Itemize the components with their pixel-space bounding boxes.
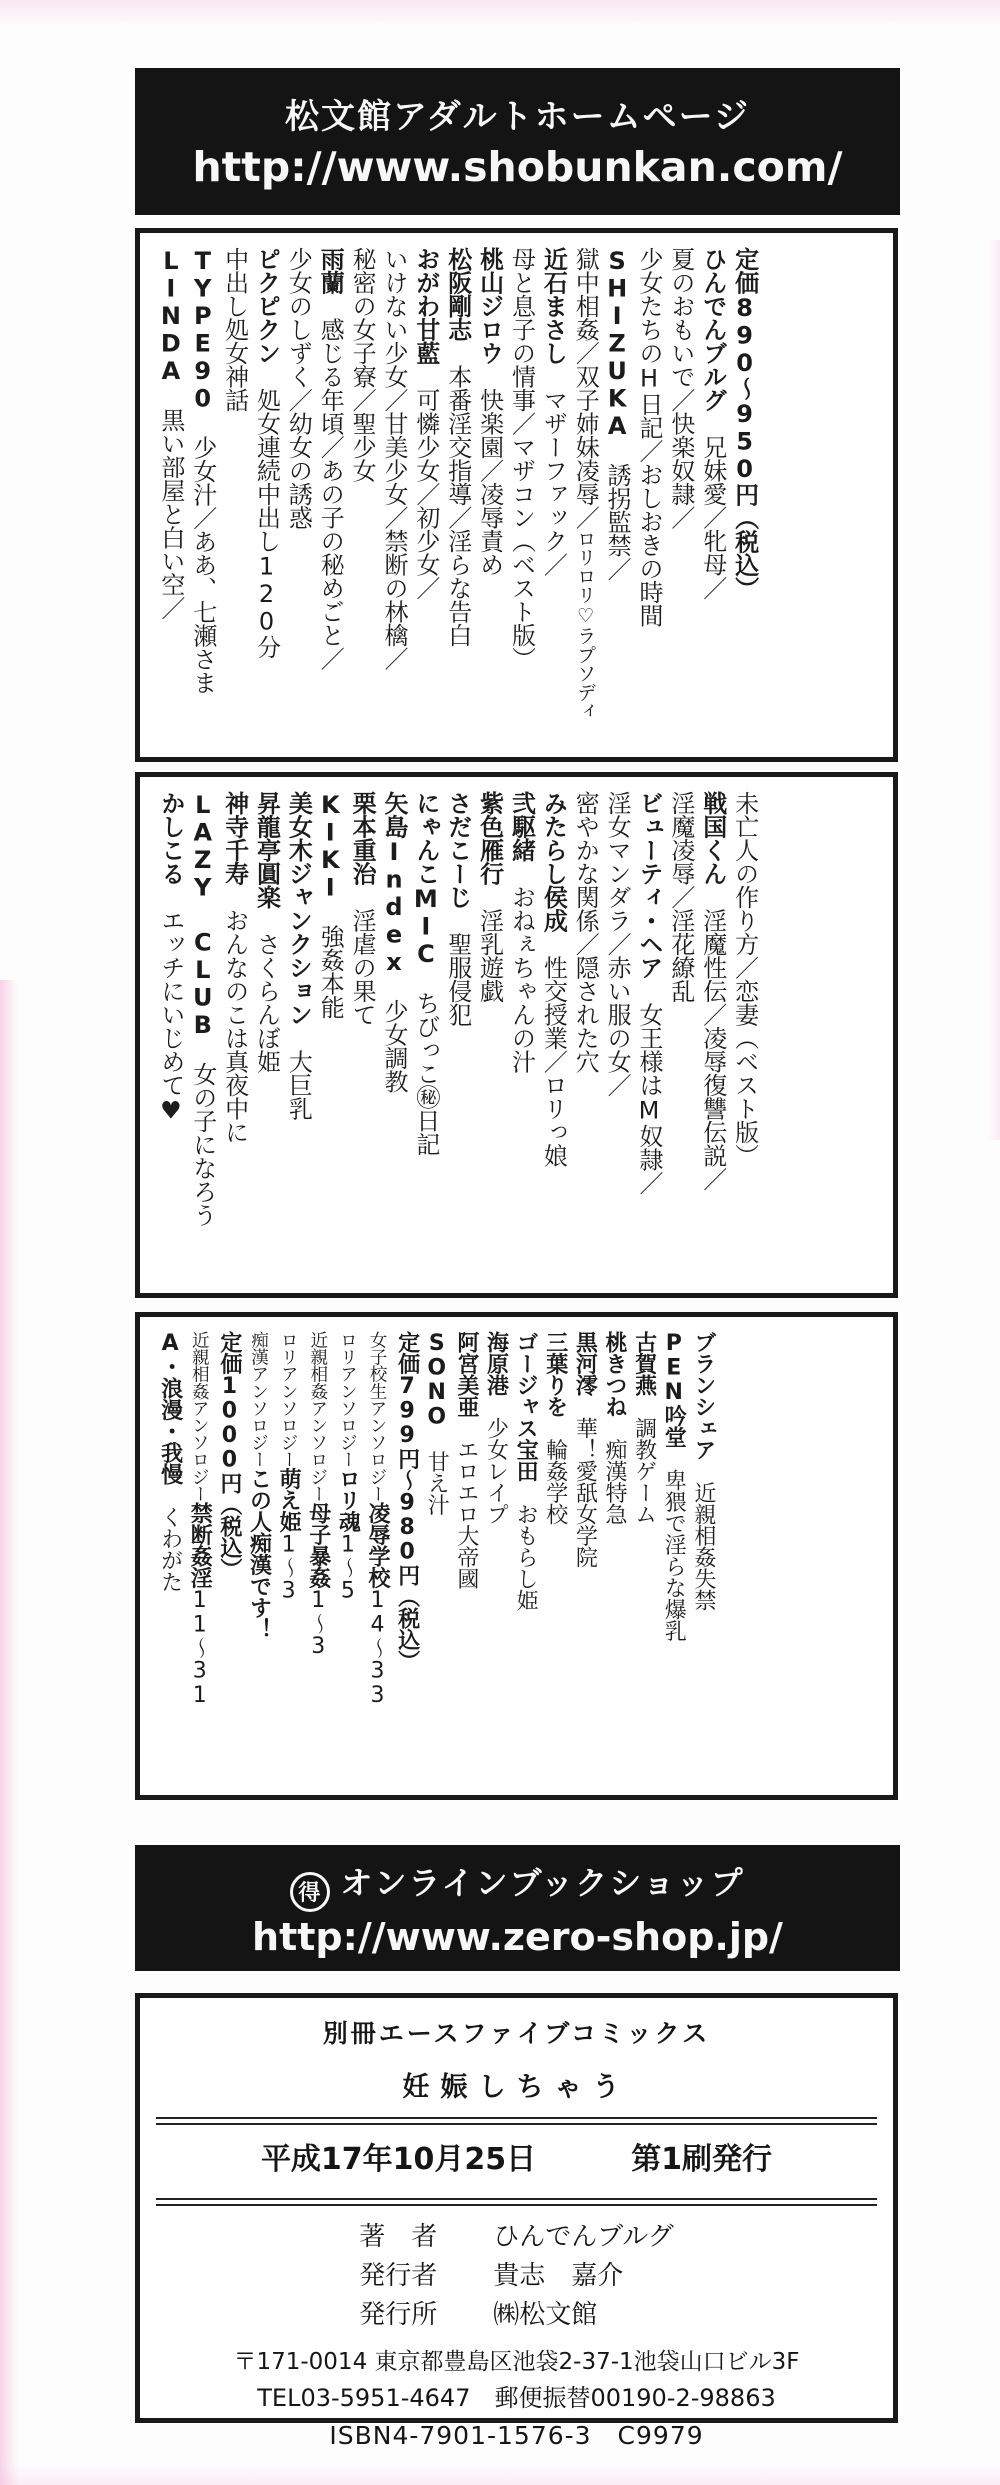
catalog-column [571, 247, 598, 743]
catalog-author-name: SONO [424, 1331, 450, 1429]
catalog-title-text: 華！愛舐女学院 [572, 1395, 598, 1568]
page-edge-tint-left [0, 980, 18, 2485]
catalog-column [424, 1331, 449, 1781]
catalog-column [221, 247, 248, 743]
catalog-column [189, 247, 216, 743]
catalog-author-name: 桃山ジロウ [475, 247, 504, 365]
catalog-author-name: A・浪漫・我慢 [157, 1331, 183, 1485]
catalog-title-text: 少女調教 [380, 975, 408, 1093]
catalog-column [731, 791, 758, 1279]
online-shop-banner [135, 1845, 900, 1971]
catalog-column [348, 247, 375, 743]
catalog-author-name: LAZY CLUB [188, 791, 217, 1039]
catalog-column [316, 791, 343, 1279]
catalog-author-name: TYPE90 [188, 247, 217, 412]
catalog-title-text: 強姦本能 [316, 901, 345, 1019]
catalog-title-text: 誘拐監禁／ [603, 439, 632, 581]
catalog-column [216, 1331, 241, 1781]
catalog-title-text: 可憐少女／初少女／ [411, 364, 440, 600]
catalog-column [476, 791, 503, 1279]
edition-printing: 第1刷発行 [631, 2142, 773, 2177]
catalog-column [699, 247, 726, 743]
catalog-column [380, 791, 407, 1279]
catalog-column [635, 791, 662, 1279]
catalog-author-name: 定価890〜950円（税込） [730, 247, 759, 600]
credits-block [359, 2218, 673, 2335]
catalog-title-text: エロエロ大帝國 [453, 1417, 479, 1589]
catalog-box-1 [135, 228, 898, 762]
catalog-title-text: ロリアンソロジー [337, 1331, 358, 1468]
catalog-column [157, 1331, 182, 1781]
page-edge-tint-right [988, 240, 1000, 1140]
credit-value: 貴志 嘉介 [493, 2261, 624, 2291]
catalog-author-name: 定価1000円（税込） [216, 1331, 242, 1580]
catalog-author-name: ビューティ・ヘア [635, 791, 663, 979]
catalog-author-name: かしこる [156, 791, 185, 885]
catalog-author-name: 昇龍亭圓楽 [252, 791, 281, 909]
catalog-author-name: 近石まさし [539, 247, 568, 365]
catalog-author-name: SHIZUKA [603, 247, 632, 440]
catalog-title-text: 淫虐の果て [348, 885, 377, 1026]
catalog-column [571, 791, 598, 1279]
catalog-column [699, 791, 726, 1279]
catalog-author-name: 雨蘭 [316, 247, 345, 294]
catalog-title-text: 大巨乳 [284, 1026, 313, 1120]
catalog-title-text: エッチにいじめて♥ [156, 885, 185, 1124]
catalog-author-name: 萌え姫 [276, 1467, 302, 1533]
catalog-title-text: 女王様はM奴隷／ [635, 979, 663, 1195]
catalog-column [476, 247, 503, 743]
catalog-column [667, 247, 694, 743]
publisher-homepage-title: 松文館アダルトホームページ [285, 97, 750, 137]
catalog-author-name: 海原港 [483, 1331, 509, 1396]
catalog-title-text: 近親相姦アンソロジー [307, 1331, 328, 1502]
catalog-title-text: 中出し処女神話 [220, 247, 249, 412]
catalog-column [540, 791, 567, 1279]
catalog-title-text: 聖服侵犯 [443, 908, 472, 1026]
catalog-author-name: 矢島Index [380, 791, 408, 976]
catalog-title-text: 1〜3 [276, 1532, 302, 1603]
credit-row-author [359, 2218, 673, 2257]
catalog-author-name: 戦国くん [698, 791, 727, 885]
catalog-author-name: 弐駆緒 [507, 791, 536, 862]
catalog-author-name: 栗本重治 [348, 791, 377, 885]
toku-circle-icon: 得 [290, 1872, 330, 1912]
credit-row-issuer [359, 2257, 673, 2296]
catalog-author-name: 桃きつね [602, 1331, 627, 1417]
catalog-title-text: 感じる年頃／あの子の秘めごと／ [316, 294, 345, 670]
edition-date: 平成17年10月25日 [260, 2142, 537, 2177]
catalog-title-text: 淫魔性伝／凌辱復讐伝説／ [698, 885, 727, 1191]
catalog-title-text: 性交授業／ロリっ娘 [539, 932, 568, 1167]
catalog-author-name: 凌辱学校 [365, 1502, 390, 1588]
catalog-title-text: 淫魔凌辱／淫花繚乱 [666, 791, 695, 1003]
catalog-column [631, 1331, 656, 1781]
catalog-title-text: 少女レイプ [483, 1395, 509, 1525]
publisher-address: 〒171-0014 東京都豊島区池袋2-37-1池袋山口ビル3F [233, 2349, 800, 2375]
catalog-column [661, 1331, 686, 1781]
catalog-author-name: ピクピクン [252, 247, 281, 365]
catalog-column [603, 791, 630, 1279]
catalog-author-name: ひんでんブルグ [698, 247, 727, 412]
catalog-author-name: この人痴漢です！ [246, 1467, 272, 1640]
catalog-title-text: 夏のおもいで／快楽奴隷／ [666, 247, 695, 529]
catalog-author-name: 古賀燕 [631, 1331, 657, 1396]
publisher-homepage-banner [135, 68, 900, 215]
catalog-author-name: 母子暴姦 [305, 1502, 331, 1588]
catalog-author-name: 神寺千寿 [220, 791, 249, 885]
online-shop-url: http://www.zero-shop.jp/ [252, 1914, 783, 1959]
catalog-author-name: 禁断姦淫 [187, 1502, 213, 1588]
catalog-author-name: ロリ魂 [335, 1467, 361, 1533]
catalog-title-text: おねぇちゃんの汁 [507, 861, 536, 1073]
catalog-title-text: 1〜3 [305, 1588, 331, 1659]
catalog-title-text: くわがた [157, 1484, 183, 1592]
catalog-title-text: 女の子になろう [188, 1038, 217, 1227]
catalog-title-text: おもらし姫 [513, 1481, 539, 1611]
catalog-title-text: 未亡人の作り方／恋妻（ベスト版） [730, 791, 759, 1167]
catalog-column [667, 791, 694, 1279]
catalog-column [572, 1331, 597, 1781]
page-edge-tint-bottom [0, 2463, 1000, 2485]
catalog-title-text: マザーファック／ [539, 364, 568, 576]
catalog-column [635, 247, 662, 743]
series-title: 別冊エースファイブコミックス [322, 2019, 711, 2048]
catalog-title-text: ちびっこ㊙日記 [411, 967, 440, 1156]
catalog-column [483, 1331, 508, 1781]
catalog-column [285, 791, 312, 1279]
catalog-title-text: 女子校生アンソロジー [367, 1331, 387, 1502]
catalog-column [246, 1331, 271, 1781]
catalog-title-text: 少女のしずく／幼女の誘惑 [284, 247, 313, 529]
catalog-column [540, 247, 567, 743]
catalog-column [221, 791, 248, 1279]
catalog-column [253, 791, 280, 1279]
edition-line [140, 2125, 893, 2185]
credit-label: 著 者 [359, 2222, 438, 2252]
catalog-title-text: 14〜33 [365, 1588, 390, 1708]
catalog-title-text: 11〜31 [187, 1588, 213, 1708]
catalog-title-text: 少女汁／ああ、七瀬さま [188, 412, 217, 694]
catalog-box-2 [135, 772, 898, 1298]
catalog-title-text: 1〜5 [335, 1532, 361, 1603]
catalog-author-name: LINDA [156, 247, 185, 385]
catalog-title-text: 痴漢アンソロジー [248, 1331, 269, 1468]
catalog-column [603, 247, 630, 743]
catalog-title-text: 秘密の女子寮／聖少女 [348, 247, 377, 482]
catalog-title-text: 輪姦学校 [542, 1417, 568, 1525]
catalog-title-text: 少女たちのH日記／おしおきの時間 [635, 247, 663, 627]
catalog-title-text: 痴漢特急 [602, 1417, 627, 1525]
catalog-title-text: ロリロリ♡ラプソディ [574, 529, 598, 720]
credit-label: 発行者 [359, 2261, 438, 2291]
catalog-column [601, 1331, 626, 1781]
catalog-title-text: 卑猥で淫らな爆乳 [661, 1447, 687, 1641]
catalog-title-text: 処女連続中出し120分 [252, 364, 281, 659]
catalog-title-text: いけない少女／甘美少女／禁断の林檎／ [380, 247, 408, 670]
catalog-title-text: 快楽園／凌辱責め [475, 364, 504, 576]
catalog-author-name: ゴージャス宝田 [513, 1331, 539, 1482]
catalog-columns-1 [140, 233, 775, 757]
catalog-title-text: 本番淫交指導／淫らな告白 [443, 341, 472, 647]
catalog-column [380, 247, 407, 743]
credit-value: ひんでんブルグ [493, 2222, 674, 2252]
catalog-author-name: 紫色雁行 [475, 791, 504, 885]
catalog-column [189, 791, 216, 1279]
publisher-homepage-url: http://www.shobunkan.com/ [192, 143, 843, 191]
catalog-column [157, 791, 184, 1279]
isbn-line: ISBN4-7901-1576-3 C9979 [329, 2421, 704, 2450]
catalog-author-name: さだこーじ [443, 791, 472, 909]
catalog-column [542, 1331, 567, 1781]
catalog-title-text: さくらんぼ姫 [252, 908, 281, 1073]
catalog-author-name: 阿宮美亜 [453, 1331, 479, 1417]
catalog-title-text: 調教ゲーム [631, 1395, 657, 1525]
catalog-author-name: 黒河澪 [572, 1331, 598, 1396]
online-shop-title: オンラインブックショップ [340, 1864, 745, 1902]
catalog-column [394, 1331, 419, 1781]
catalog-title-text: 近親相姦アンソロジー [189, 1331, 210, 1502]
catalog-column [316, 247, 343, 743]
catalog-column [305, 1331, 330, 1781]
catalog-column [348, 791, 375, 1279]
credit-row-publisher [359, 2296, 673, 2335]
catalog-column [335, 1331, 360, 1781]
catalog-title-text: 兄妹愛／牝母／ [698, 411, 727, 600]
catalog-column [276, 1331, 301, 1781]
online-shop-title-line [135, 1845, 900, 1912]
catalog-title-text: 黒い部屋と白い空／ [156, 384, 185, 620]
catalog-column [412, 247, 439, 743]
tel-postal-line: TEL03-5951-4647 郵便振替00190-2-98863 [257, 2384, 776, 2412]
catalog-column [364, 1331, 389, 1781]
catalog-column [187, 1331, 212, 1781]
catalog-title-text: 淫乳遊戯 [475, 885, 504, 1003]
catalog-column [453, 1331, 478, 1781]
catalog-column [513, 1331, 538, 1781]
colophon-box [135, 1993, 898, 2450]
catalog-column [444, 247, 471, 743]
divider-rule-bottom [156, 2198, 877, 2206]
catalog-author-name: 三葉りを [542, 1331, 568, 1417]
catalog-column [508, 247, 535, 743]
catalog-column [690, 1331, 715, 1781]
catalog-author-name: 定価799円〜980円（税込） [394, 1331, 420, 1672]
catalog-author-name: 美女木ジャンクション [284, 791, 313, 1026]
catalog-box-3 [135, 1312, 898, 1800]
catalog-author-name: PEN吟堂 [661, 1331, 687, 1448]
page-edge-tint-top [0, 0, 1000, 26]
catalog-column [508, 791, 535, 1279]
catalog-title-text: 甘え汁 [424, 1429, 450, 1515]
catalog-column [412, 791, 439, 1279]
catalog-column [285, 247, 312, 743]
catalog-author-name: みたらし侯成 [539, 791, 568, 932]
catalog-title-text: おんなのこは真夜中に [220, 885, 249, 1144]
catalog-column [157, 247, 184, 743]
divider-rule-top [156, 2117, 877, 2125]
catalog-title-text: 母と息子の情事／マザコン（ベスト版） [507, 247, 536, 670]
catalog-column [253, 247, 280, 743]
credit-value: ㈱松文館 [493, 2300, 598, 2330]
credit-label: 発行所 [359, 2300, 438, 2330]
catalog-column [731, 247, 758, 743]
catalog-title-text: 密やかな関係／隠された穴 [571, 791, 600, 1073]
catalog-author-name: にゃんこMIC [411, 791, 440, 968]
catalog-title-text: 獄中相姦／双子姉妹凌辱／ [571, 247, 600, 529]
catalog-title-text: 淫女マンダラ／赤い服の女／ [603, 791, 632, 1097]
catalog-columns-3 [140, 1317, 732, 1795]
catalog-column [444, 791, 471, 1279]
catalog-title-text: ロリアンソロジー [278, 1331, 299, 1468]
catalog-columns-2 [140, 777, 775, 1293]
book-title: 妊娠しちゃう [402, 2072, 631, 2103]
catalog-author-name: ブランシェア [690, 1331, 716, 1460]
catalog-author-name: おがわ甘藍 [411, 247, 440, 365]
catalog-author-name: 松阪剛志 [443, 247, 472, 341]
catalog-title-text: 近親相姦失禁 [690, 1460, 716, 1611]
catalog-author-name: KIKI [316, 791, 345, 901]
